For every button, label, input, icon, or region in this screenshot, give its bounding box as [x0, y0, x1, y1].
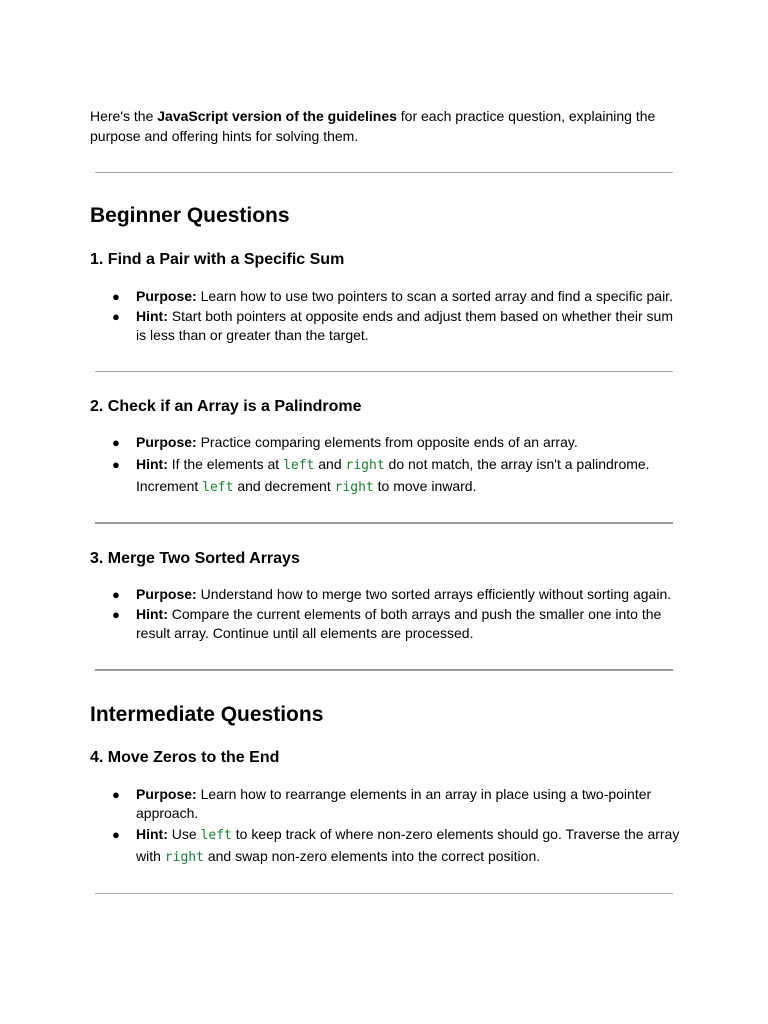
bullet-icon: ●	[112, 435, 120, 450]
question-2-list	[90, 432, 680, 499]
code-right: right	[164, 850, 204, 865]
hint-label: Hint:	[136, 606, 168, 622]
hint-text: and decrement	[233, 478, 335, 494]
question-3-title: 3. Merge Two Sorted Arrays	[90, 550, 300, 567]
bullet-icon: ●	[112, 309, 120, 324]
hint-text: and	[314, 456, 346, 472]
bullet-icon: ●	[112, 289, 120, 304]
hint-text: If the elements at	[167, 456, 284, 472]
code-left: left	[200, 828, 232, 843]
bullet-icon: ●	[112, 827, 120, 842]
list-item-purpose	[90, 585, 680, 604]
hint-text: Start both pointers at opposite ends and adjust them based on whether their sum is less than or greater than the target.	[136, 308, 673, 343]
hint-label: Hint:	[136, 456, 168, 472]
intro-paragraph	[90, 106, 680, 146]
list-item-hint	[90, 454, 680, 498]
code-left: left	[283, 458, 315, 473]
question-4-title: 4. Move Zeros to the End	[90, 749, 280, 766]
purpose-label: Purpose:	[136, 786, 197, 802]
divider	[95, 893, 673, 894]
purpose-text: Understand how to merge two sorted arrays efficiently without sorting again.	[196, 586, 672, 602]
code-right: right	[334, 480, 374, 495]
question-1-list	[90, 287, 680, 346]
hint-text: to keep track of where non-zero elements should go. Traverse the array with	[136, 826, 680, 864]
intro-text-bold: JavaScript version of the guidelines	[157, 108, 397, 124]
divider	[95, 669, 673, 671]
bullet-icon: ●	[112, 587, 120, 602]
hint-label: Hint:	[136, 308, 168, 324]
hint-text: and swap non-zero elements into the correct position.	[203, 848, 541, 864]
hint-text: Compare the current elements of both arrays and push the smaller one into the result array. Continue until all elements are processed.	[136, 606, 662, 641]
code-right: right	[345, 458, 385, 473]
question-3-list	[90, 585, 680, 644]
code-left: left	[202, 480, 234, 495]
purpose-label: Purpose:	[136, 586, 197, 602]
hint-text: Use	[167, 826, 201, 842]
question-4-list	[90, 785, 680, 869]
intro-text-suffix: for each practice question, explaining the purpose and offering hints for solving them.	[90, 108, 656, 144]
purpose-label: Purpose:	[136, 434, 197, 450]
purpose-text: Learn how to use two pointers to scan a sorted array and find a specific pair.	[196, 288, 673, 304]
hint-text: to move inward.	[373, 478, 477, 494]
divider	[95, 172, 673, 173]
list-item-hint	[90, 824, 680, 868]
list-item-purpose	[90, 287, 680, 306]
list-item-hint	[90, 307, 680, 345]
purpose-label: Purpose:	[136, 288, 197, 304]
section-heading-intermediate: Intermediate Questions	[90, 703, 324, 726]
purpose-text: Practice comparing elements from opposite ends of an array.	[196, 434, 578, 450]
list-item-purpose	[90, 785, 680, 823]
bullet-icon: ●	[112, 787, 120, 802]
divider	[95, 371, 673, 372]
list-item-purpose	[90, 432, 680, 453]
bullet-icon: ●	[112, 457, 120, 472]
intro-text-prefix: Here's the	[90, 108, 158, 124]
question-2-title: 2. Check if an Array is a Palindrome	[90, 398, 362, 415]
purpose-text: Learn how to rearrange elements in an array in place using a two-pointer approach.	[136, 786, 652, 821]
bullet-icon: ●	[112, 607, 120, 622]
section-heading-beginner: Beginner Questions	[90, 204, 290, 227]
list-item-hint	[90, 605, 680, 643]
hint-label: Hint:	[136, 826, 168, 842]
question-1-title: 1. Find a Pair with a Specific Sum	[90, 251, 345, 268]
divider	[95, 522, 673, 524]
hint-text: do not match, the array isn't a palindrome. Increment	[136, 456, 650, 494]
